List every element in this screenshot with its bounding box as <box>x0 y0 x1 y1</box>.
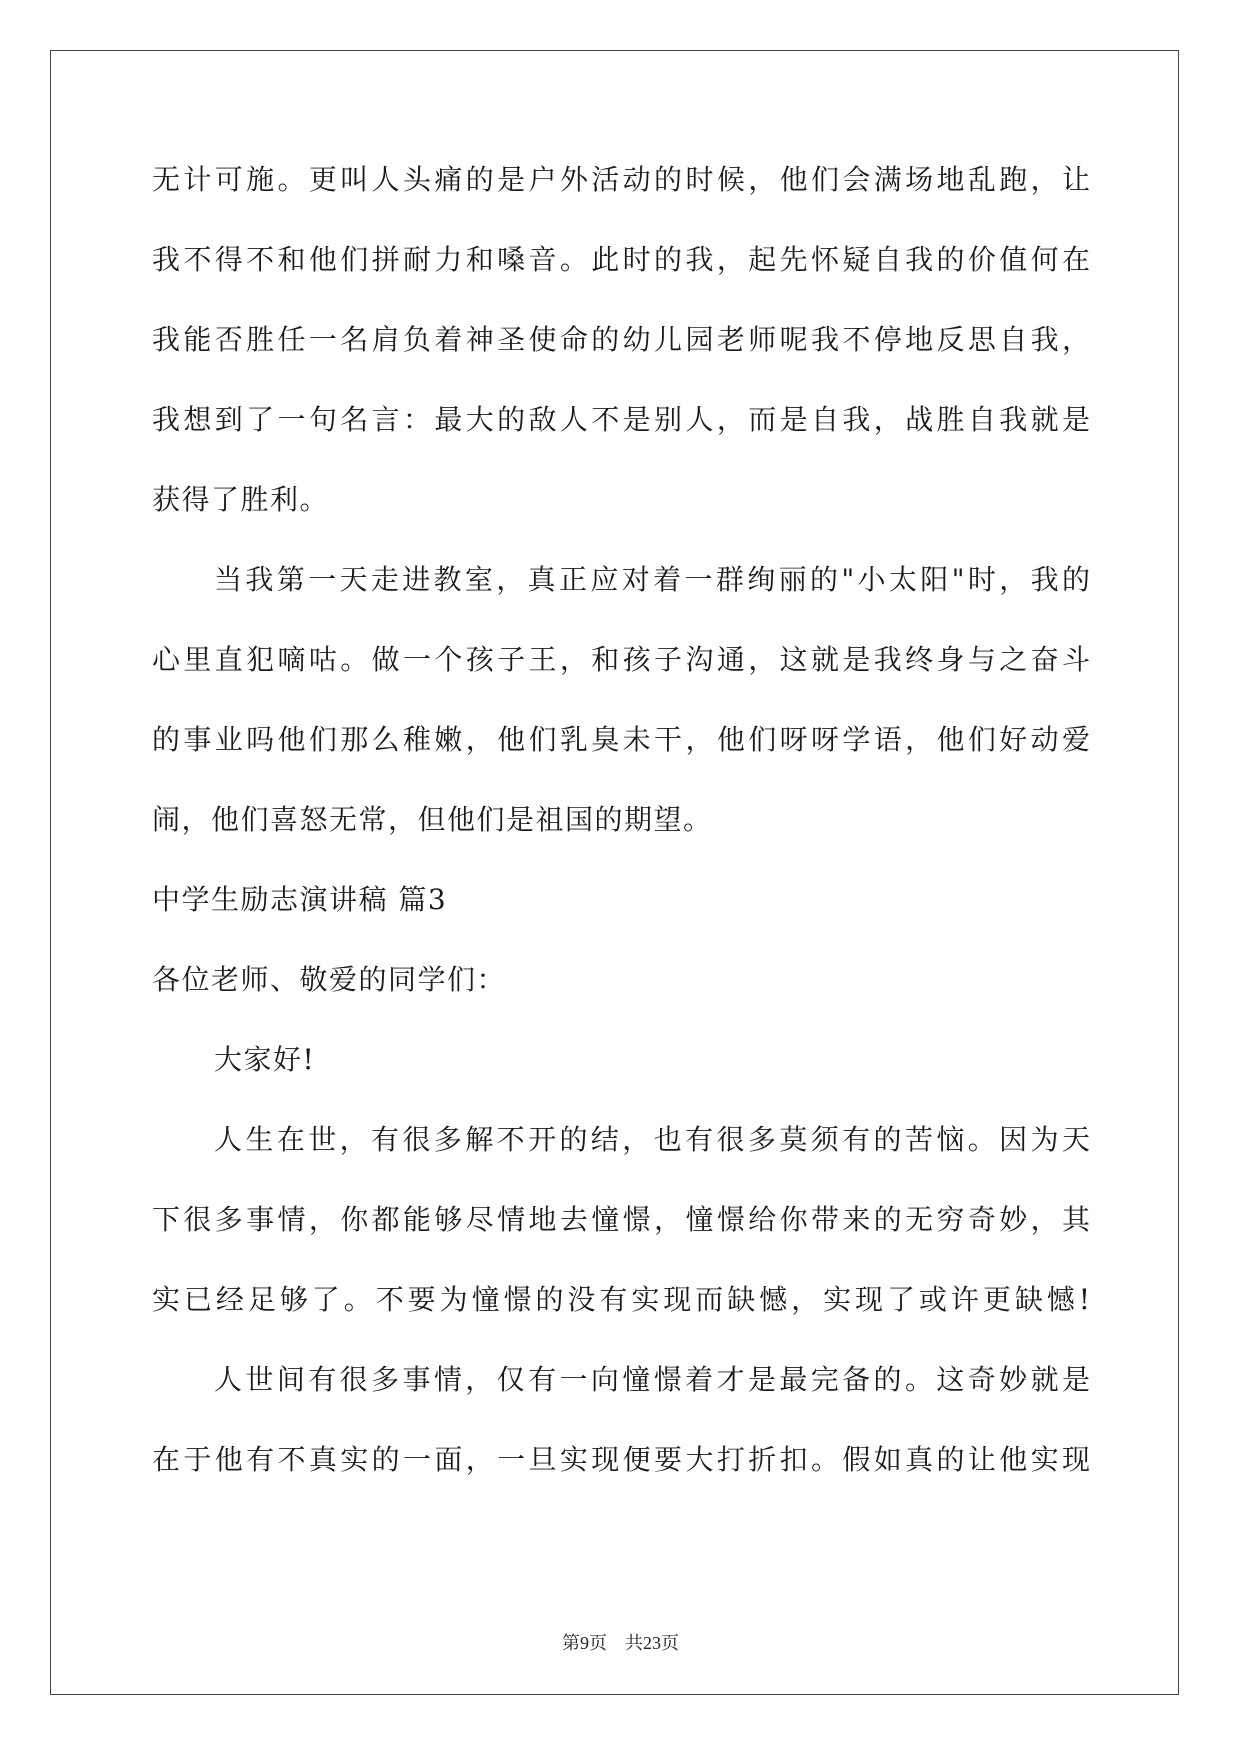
text-line-5: 获得了胜利。 <box>152 483 330 516</box>
text-line-9: 闹，他们喜怒无常，但他们是祖国的期望。 <box>152 803 713 836</box>
text-line-7: 心里直犯嘀咕。做一个孩子王，和孩子沟通，这就是我终身与之奋斗 <box>152 643 1090 676</box>
document-body <box>152 160 1090 1520</box>
text-line-16: 人世间有很多事情，仅有一向憧憬着才是最完备的。这奇妙就是 <box>214 1363 1090 1396</box>
page-footer <box>0 1632 1241 1654</box>
text-line-1: 无计可施。更叫人头痛的是户外活动的时候，他们会满场地乱跑，让 <box>152 163 1090 196</box>
text-line-2: 我不得不和他们拼耐力和嗓音。此时的我，起先怀疑自我的价值何在 <box>152 243 1090 276</box>
section-heading: 中学生励志演讲稿 篇3 <box>152 883 448 916</box>
page-total: 共23页 <box>625 1633 679 1653</box>
text-line-6: 当我第一天走进教室，真正应对着一群绚丽的"小太阳"时，我的 <box>214 563 1090 596</box>
text-line-13: 人生在世，有很多解不开的结，也有很多莫须有的苦恼。因为天 <box>214 1123 1090 1156</box>
text-line-4: 我想到了一句名言：最大的敌人不是别人，而是自我，战胜自我就是 <box>152 403 1090 436</box>
salutation: 各位老师、敬爱的同学们： <box>152 963 507 996</box>
greeting: 大家好! <box>214 1043 316 1076</box>
text-line-3: 我能否胜任一名肩负着神圣使命的幼儿园老师呢我不停地反思自我， <box>152 323 1090 356</box>
text-line-14: 下很多事情，你都能够尽情地去憧憬，憧憬给你带来的无穷奇妙，其 <box>152 1203 1090 1236</box>
text-line-17: 在于他有不真实的一面，一旦实现便要大打折扣。假如真的让他实现 <box>152 1443 1090 1476</box>
text-line-15: 实已经足够了。不要为憧憬的没有实现而缺憾，实现了或许更缺憾! <box>152 1283 1090 1316</box>
text-line-8: 的事业吗他们那么稚嫩，他们乳臭未干，他们呀呀学语，他们好动爱 <box>152 723 1090 756</box>
page-number: 第9页 <box>562 1633 607 1653</box>
